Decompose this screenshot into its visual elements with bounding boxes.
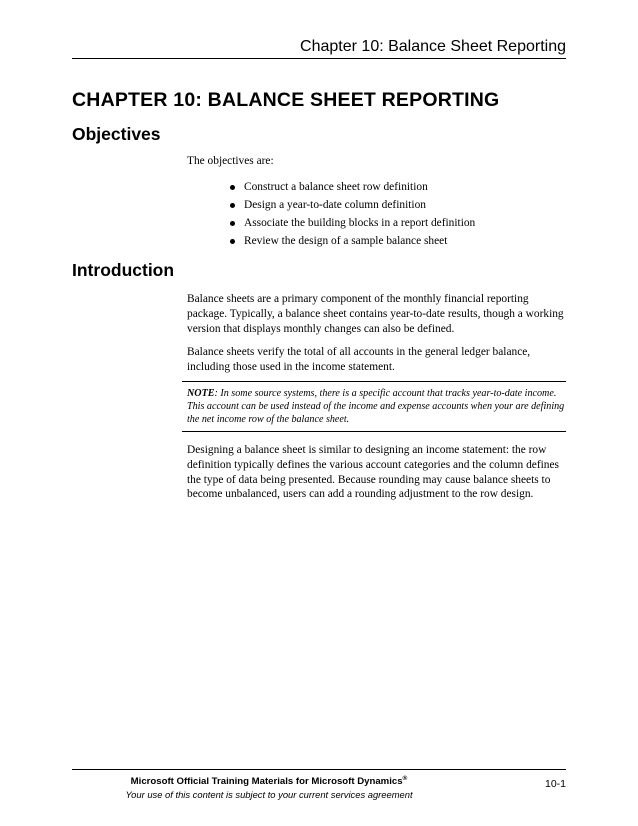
note-bottom-rule: [182, 431, 566, 432]
registered-mark: ®: [402, 774, 408, 782]
footer-title: [72, 776, 466, 788]
introduction-paragraph: Balance sheets verify the total of all accounts in the general ledger balance, including those used in the income statement.: [187, 346, 531, 373]
footer-divider: [72, 769, 566, 770]
footer-title-text: Microsoft Official Training Materials for Microsoft Dynamics: [130, 776, 403, 787]
footer-notice: Your use of this content is subject to your current services agreement: [125, 789, 413, 800]
note-label: NOTE: [187, 388, 215, 399]
bullet-icon: [230, 239, 235, 244]
page-number: 10-1: [544, 778, 566, 790]
introduction-heading: Introduction: [72, 260, 175, 280]
objective-item: [230, 198, 475, 216]
bullet-icon: [230, 185, 235, 190]
objective-item: [230, 216, 475, 234]
objective-item: [230, 180, 475, 198]
objectives-list: [230, 180, 475, 252]
bullet-icon: [230, 221, 235, 226]
objectives-lead: The objectives are:: [187, 155, 274, 167]
objective-text: Design a year-to-date column definition: [244, 199, 426, 211]
note-text: : In some source systems, there is a specific account that tracks year-to-date income. This account can be used instead of the income and expense accounts when your are defining the net income row of the balance sheet.: [187, 388, 565, 426]
note-box: [187, 387, 567, 427]
note-top-rule: [182, 381, 566, 382]
introduction-paragraph: Designing a balance sheet is similar to designing an income statement: the row definition typically defines the various account categories and the column defines the type of data being presented. Because rounding may cause balance sheets to become unbalanced, users can add a rounding adjustment to the row design.: [187, 444, 559, 501]
objective-text: Review the design of a sample balance sheet: [244, 235, 448, 247]
chapter-title: CHAPTER 10: BALANCE SHEET REPORTING: [72, 89, 500, 111]
introduction-paragraph: Balance sheets are a primary component of the monthly financial reporting package. Typically, a balance sheet contains year-to-date results, though a working version that displays monthly changes can also be defined.: [187, 293, 564, 335]
objective-text: Associate the building blocks in a report definition: [244, 217, 476, 229]
running-header: Chapter 10: Balance Sheet Reporting: [300, 38, 566, 55]
objective-text: Construct a balance sheet row definition: [244, 181, 428, 193]
objectives-heading: Objectives: [72, 124, 161, 144]
header-divider: [72, 58, 566, 59]
bullet-icon: [230, 203, 235, 208]
objective-item: [230, 234, 475, 252]
